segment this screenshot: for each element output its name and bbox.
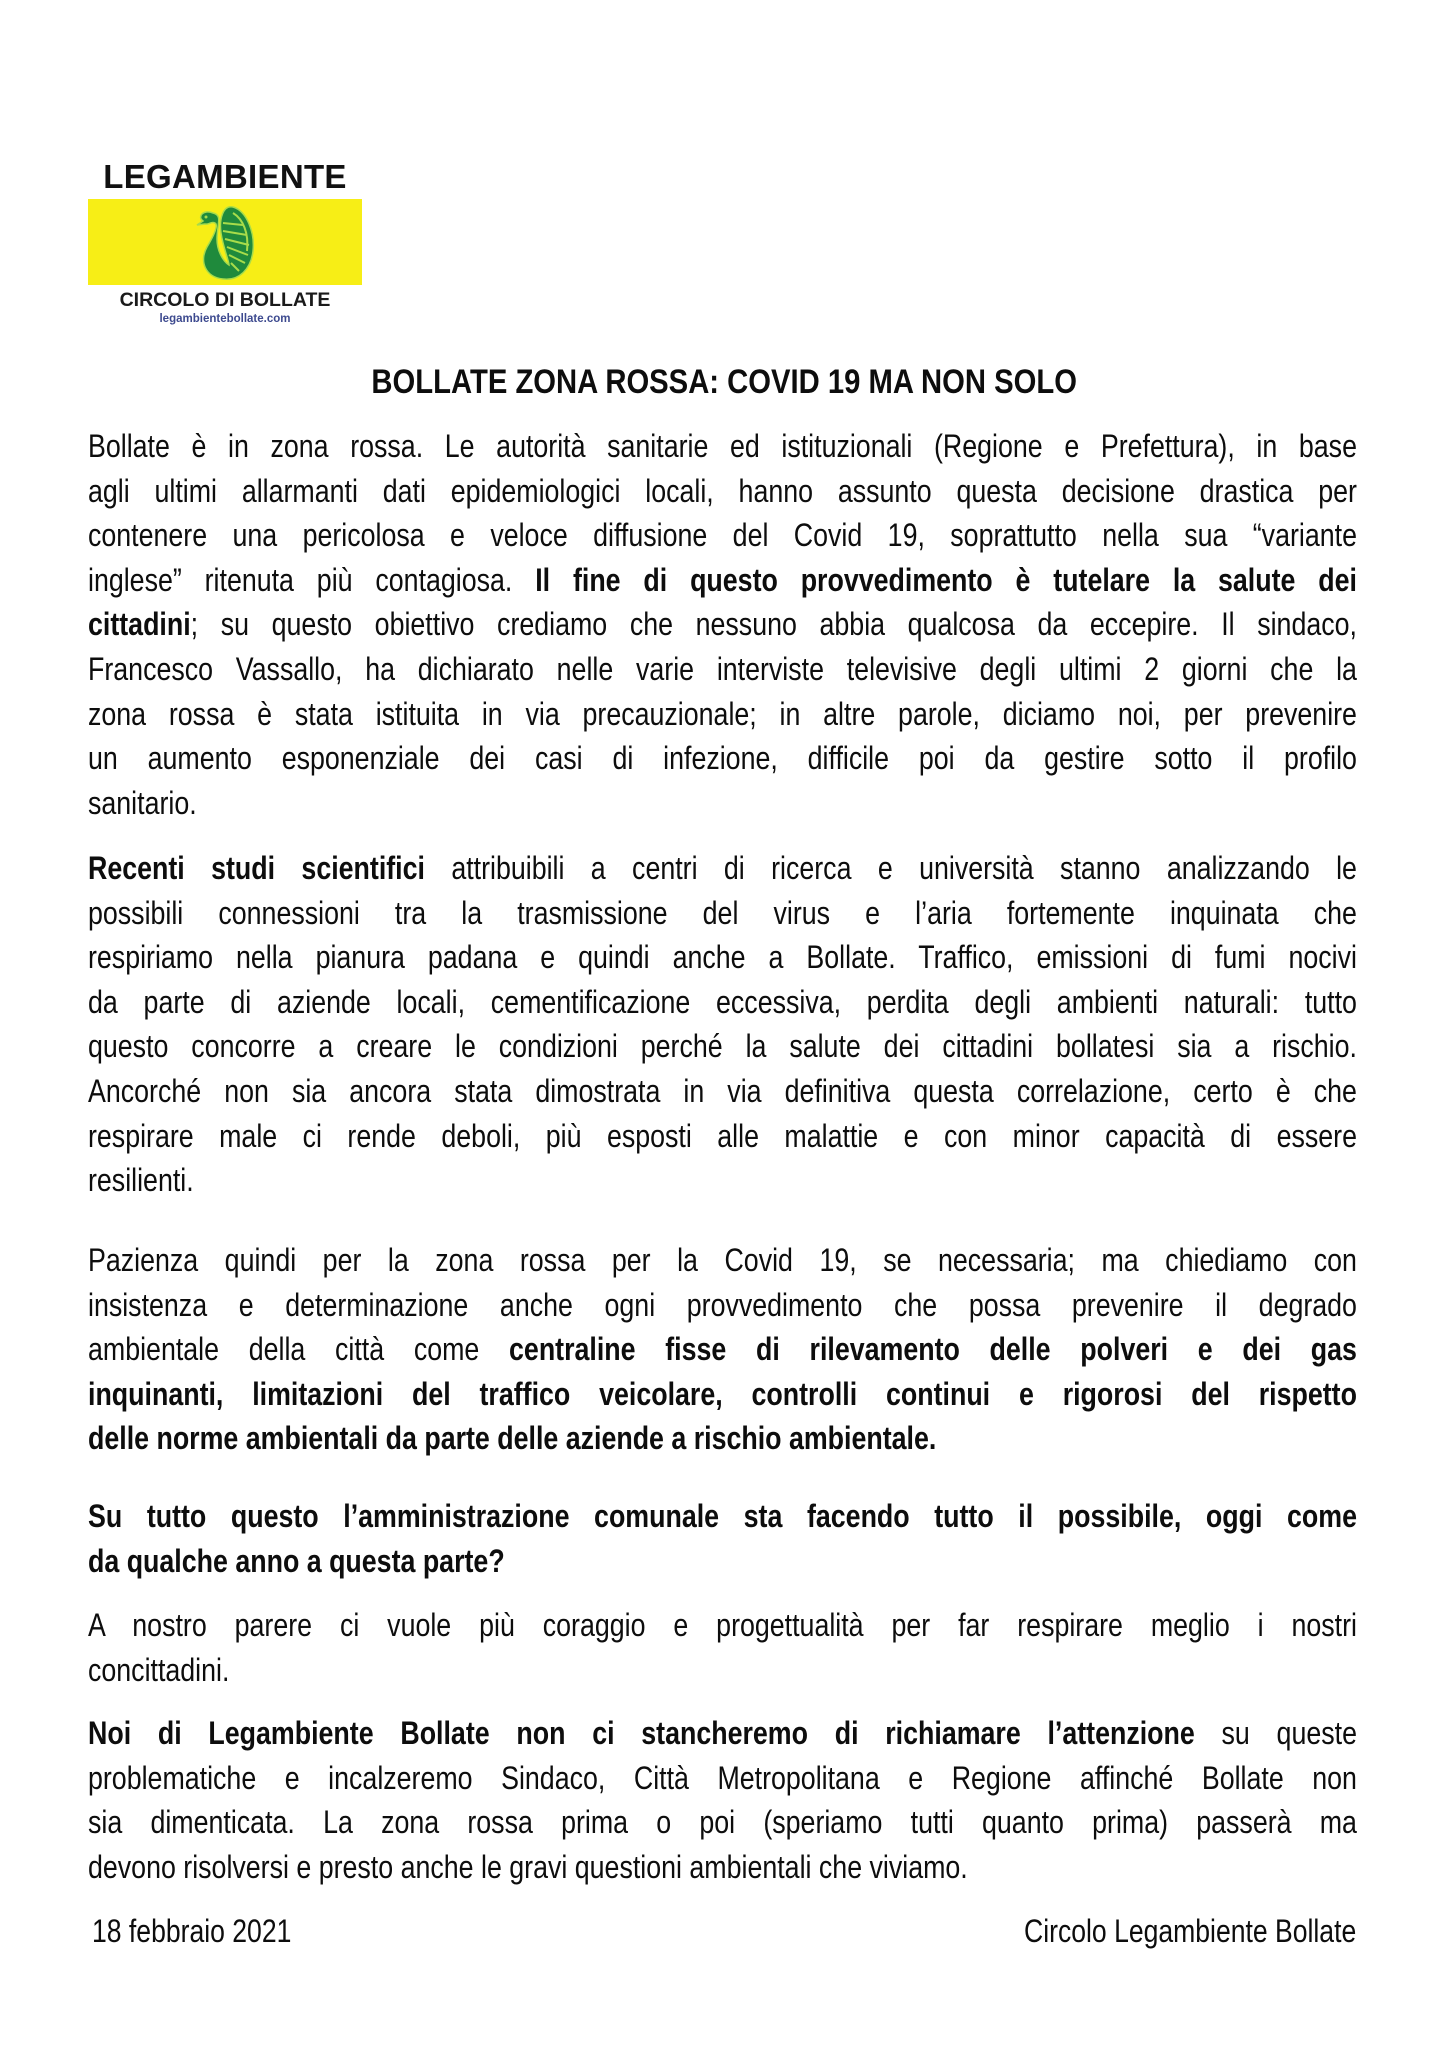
text-line-content — [88, 1418, 1357, 1458]
text: ambientale della città come — [88, 1331, 510, 1368]
text-line — [88, 783, 1357, 823]
text: zona rossa è stata istituita in via precauzionale; in altre parole, diciamo noi, per prevenire — [88, 695, 1357, 732]
text-line-content — [88, 848, 1357, 888]
text-line — [88, 1329, 1357, 1369]
bold-text: cittadini — [88, 606, 191, 643]
text-line — [88, 1496, 1357, 1536]
text-line — [88, 848, 1357, 888]
text-line — [88, 1541, 1357, 1581]
date-text: 18 febbraio 2021 — [92, 1913, 292, 1949]
text-line — [88, 1605, 1357, 1645]
text: possibili connessioni tra la trasmissione del virus e l’aria fortemente inquinata che — [88, 894, 1357, 931]
text-line — [88, 1160, 1357, 1200]
text: respiriamo nella pianura padana e quindi anche a Bollate. Traffico, emissioni di fumi nocivi — [88, 939, 1357, 976]
text: agli ultimi allarmanti dati epidemiologici locali, hanno assunto questa decisione drastica per — [88, 472, 1357, 509]
text-line — [88, 1847, 1357, 1887]
text: sia dimenticata. La zona rossa prima o poi (speriamo tutti quanto prima) passerà ma — [88, 1804, 1357, 1841]
page-title — [0, 362, 1448, 402]
text-line-content — [88, 1071, 1357, 1111]
page-title-text: BOLLATE ZONA ROSSA: COVID 19 MA NON SOLO — [371, 363, 1077, 401]
bold-text: inquinanti, limitazioni del traffico veicolare, controlli continui e rigorosi del rispetto — [88, 1375, 1357, 1412]
bold-text: da qualche anno a questa parte? — [88, 1542, 505, 1579]
text-line-content — [88, 515, 1357, 555]
text-line-content — [88, 560, 1357, 600]
text-line — [88, 604, 1357, 644]
text-line-content — [88, 649, 1357, 689]
text-line — [88, 515, 1357, 555]
text-line — [88, 1650, 1357, 1690]
text: insistenza e determinazione anche ogni provvedimento che possa prevenire il degrado — [88, 1286, 1357, 1323]
text-line — [88, 982, 1357, 1022]
text-line-content — [88, 1541, 1357, 1581]
text-line-content — [88, 604, 1357, 644]
text-line-content — [88, 471, 1357, 511]
text-line — [88, 1116, 1357, 1156]
text: questo concorre a creare le condizioni perché la salute dei cittadini bollatesi sia a rischio. — [88, 1028, 1357, 1065]
text-line-content — [88, 937, 1357, 977]
text-line — [88, 1071, 1357, 1111]
text-line-content — [88, 1713, 1357, 1753]
text-line-content — [88, 1374, 1357, 1414]
text: inglese” ritenuta più contagiosa. — [88, 561, 536, 598]
bold-text: Il fine di questo provvedimento è tutelare la salute dei — [535, 561, 1357, 598]
text: da parte di aziende locali, cementificazione eccessiva, perdita degli ambienti naturali: tutto — [88, 983, 1357, 1020]
text-line-content — [88, 738, 1357, 778]
text-line — [88, 893, 1357, 933]
text: su queste — [1194, 1715, 1357, 1751]
text: devono risolversi e presto anche le gravi questioni ambientali che viviamo. — [88, 1848, 968, 1885]
logo-url: legambientebollate.com — [159, 313, 291, 325]
bold-text: Recenti studi scientifici — [88, 850, 425, 886]
text-line — [88, 738, 1357, 778]
logo-title: LEGAMBIENTE — [103, 158, 347, 195]
text-line-content — [88, 783, 1357, 823]
text: A nostro parere ci vuole più coraggio e progettualità per far respirare meglio i nostri — [88, 1607, 1357, 1643]
text-line-content — [88, 1329, 1357, 1369]
text: respirare male ci rende deboli, più esposti alle malattie e con minor capacità di essere — [88, 1117, 1357, 1154]
text: ; su questo obiettivo crediamo che nessuno abbia qualcosa da eccepire. Il sindaco, — [190, 606, 1357, 643]
legambiente-logo — [88, 153, 362, 333]
text-line-content — [88, 1650, 1357, 1690]
text-line — [88, 1418, 1357, 1458]
bold-text: Su tutto questo l’amministrazione comunale sta facendo tutto il possibile, oggi come — [88, 1498, 1357, 1534]
text-line-content — [88, 1240, 1357, 1280]
text-line-content — [88, 1116, 1357, 1156]
text-line — [88, 937, 1357, 977]
logo-yellow-band — [88, 199, 362, 285]
text-line — [88, 1240, 1357, 1280]
text: Bollate è in zona rossa. Le autorità sanitarie ed istituzionali (Regione e Prefettura), in base — [88, 428, 1357, 464]
text-line-content — [88, 1758, 1357, 1798]
text-line-content — [88, 1285, 1357, 1325]
text-line-content — [88, 1847, 1357, 1887]
text-line — [88, 1374, 1357, 1414]
text: concittadini. — [88, 1651, 230, 1688]
text-line — [88, 694, 1357, 734]
text-line-content — [88, 426, 1357, 466]
text: Pazienza quindi per la zona rossa per la Covid 19, se necessaria; ma chiediamo con — [88, 1242, 1357, 1278]
text: Francesco Vassallo, ha dichiarato nelle varie interviste televisive degli ultimi 2 giorni che la — [88, 651, 1357, 687]
text-line-content — [88, 1160, 1357, 1200]
signature — [956, 1911, 1356, 1951]
text-line — [88, 1713, 1357, 1753]
text-line — [88, 649, 1357, 689]
logo-subtitle: CIRCOLO DI BOLLATE — [119, 289, 331, 311]
text-line-content — [88, 1026, 1357, 1066]
text-line-content — [88, 982, 1357, 1022]
text-line — [88, 560, 1357, 600]
bold-text: delle norme ambientali da parte delle aziende a rischio ambientale. — [88, 1420, 937, 1457]
text-line-content — [88, 1605, 1357, 1645]
text: un aumento esponenziale dei casi di infezione, difficile poi da gestire sotto il profilo — [88, 740, 1357, 777]
text-line — [88, 1026, 1357, 1066]
text-line — [88, 426, 1357, 466]
text: contenere una pericolosa e veloce diffusione del Covid 19, soprattutto nella sua “variante — [88, 517, 1357, 554]
text: problematiche e incalzeremo Sindaco, Città Metropolitana e Regione affinché Bollate non — [88, 1759, 1357, 1796]
text-line — [88, 1802, 1357, 1842]
text-line-content — [88, 694, 1357, 734]
bold-text: Noi di Legambiente Bollate non ci stancheremo di richiamare l’attenzione — [88, 1715, 1195, 1751]
text-line — [88, 471, 1357, 511]
swan-icon — [193, 203, 257, 283]
text: attribuibili a centri di ricerca e università stanno analizzando le — [424, 850, 1357, 886]
date — [92, 1911, 332, 1951]
text-line — [88, 1758, 1357, 1798]
text-line-content — [88, 893, 1357, 933]
text-line-content — [88, 1802, 1357, 1842]
text-line — [88, 1285, 1357, 1325]
text: Ancorché non sia ancora stata dimostrata in via definitiva questa correlazione, certo è che — [88, 1073, 1357, 1109]
signature-text: Circolo Legambiente Bollate — [1023, 1913, 1356, 1949]
text: sanitario. — [88, 784, 197, 821]
bold-text: centraline fisse di rilevamento delle polveri e dei gas — [509, 1331, 1357, 1368]
text-line-content — [88, 1496, 1357, 1536]
text: resilienti. — [88, 1162, 194, 1199]
